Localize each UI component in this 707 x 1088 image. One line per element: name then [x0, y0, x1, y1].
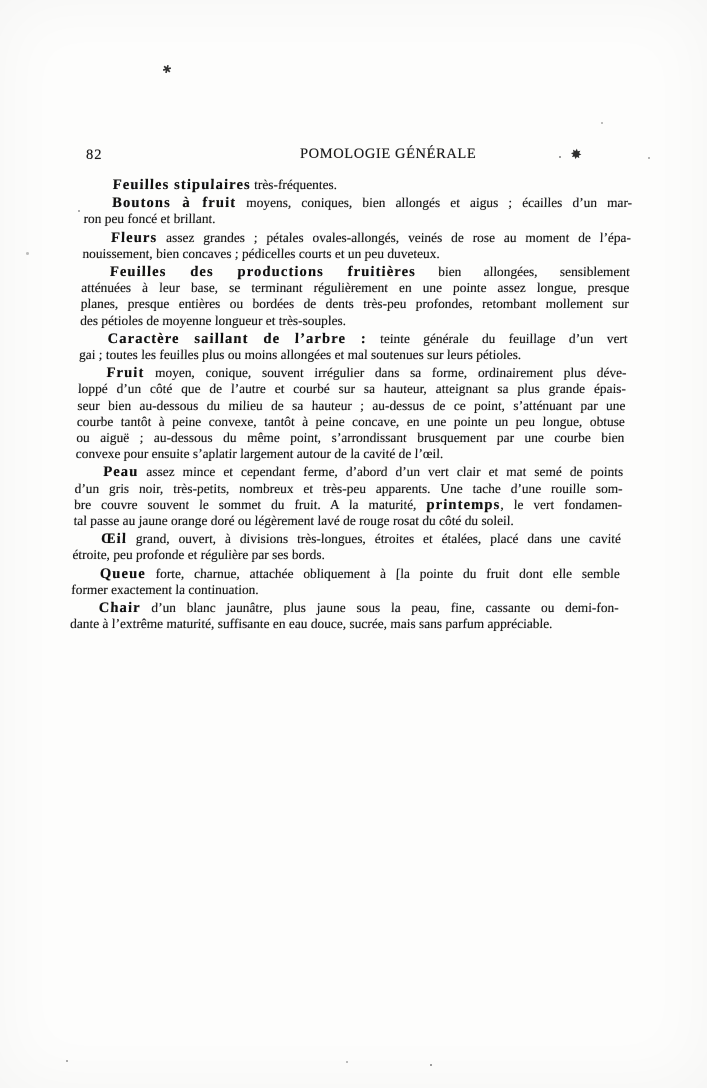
text-segment: d’un blanc jaunâtre, plus jaune sous la peau, fine, cassante ou demi-fon- [140, 600, 619, 616]
text-segment: très-fréquentes. [250, 177, 338, 192]
ink-speck [648, 157, 650, 159]
ink-speck [26, 252, 29, 255]
text-line [74, 497, 623, 513]
ink-speck [78, 210, 80, 212]
paragraph [70, 600, 619, 632]
bold-term: Fruit [106, 365, 145, 382]
paragraph [76, 365, 627, 462]
text-segment: étroite, peu profonde et régulière par ses bords. [72, 547, 326, 563]
text-segment: atténuées à leur base, se terminant régulièrement en une pointe assez longue, presque [81, 280, 630, 296]
text-line [78, 365, 627, 381]
text-segment: loppé d’un côté que de l’autre et courbé sur sa hauteur, atteignant sa plus grande épais- [77, 381, 627, 397]
ink-blot-small: ✱ [160, 63, 173, 78]
text-line [80, 313, 629, 329]
text-line [77, 398, 626, 414]
text-segment: ron peu foncé et brillant. [83, 211, 216, 227]
paragraph [83, 195, 632, 227]
ink-speck [430, 1064, 432, 1066]
bold-term: Caractère saillant de l’arbre : [107, 330, 368, 347]
paragraph [79, 331, 628, 363]
text-line [83, 230, 632, 246]
text-segment: , le vert fondamen- [500, 496, 623, 512]
bold-term: Queue [99, 565, 147, 582]
bold-term: Boutons à fruit [111, 195, 237, 212]
text-line [72, 547, 621, 563]
bold-term: Feuilles des productions fruitières [109, 264, 417, 281]
text-line [71, 582, 620, 598]
running-header [0, 146, 707, 166]
text-segment: teinte générale du feuillage d’un vert [366, 330, 628, 346]
text-segment: moyens, coniques, bien allongés et aigus ; écailles d’un mar- [235, 195, 633, 211]
text-segment: bre couvre souvent le sommet du fruit. A la maturité, [73, 496, 427, 512]
text-segment: gai ; toutes les feuilles plus ou moins allongées et mal soutenues sur leurs pétioles. [78, 347, 522, 363]
header-ornament-blot: ✸ [569, 147, 583, 164]
text-segment: planes, presque entières ou bordées de dents très-peu profondes, retombant mollement sur [80, 296, 630, 312]
paragraph [84, 177, 633, 193]
text-segment: assez mince et cependant ferme, d’abord d’un vert clair et mat semé de points [138, 464, 624, 480]
text-segment: convexe pour ensuite s’aplatir largement autour de la cavité de l’œil. [75, 446, 444, 462]
text-segment: bien allongées, sensiblement [415, 264, 631, 280]
page-number: 82 [86, 147, 103, 163]
paragraph [80, 264, 630, 329]
text-segment: courbe tantôt à peine convexe, tantôt à peine concave, en une pointe un peu longue, obtuse [76, 413, 626, 429]
ink-speck [346, 1061, 348, 1063]
text-line [76, 430, 625, 446]
text-line [82, 246, 631, 262]
paragraph [82, 230, 631, 262]
bold-term: Œil [100, 531, 128, 548]
bold-term: Feuilles stipulaires [112, 177, 252, 193]
text-line [75, 464, 624, 480]
text-line [83, 211, 632, 227]
ink-speck [66, 1060, 68, 1062]
ink-speck [559, 156, 561, 158]
text-line [76, 446, 625, 462]
text-segment: d’un gris noir, très-petits, nombreux et très-peu apparents. Une tache d’une rouille som- [74, 480, 623, 496]
text-line [79, 331, 628, 347]
text-segment: grand, ouvert, à divisions très-longues, étroites et étalées, placé dans une cavité [126, 531, 622, 547]
text-segment: moyen, conique, souvent irrégulier dans sa forme, ordinairement plus déve- [144, 365, 627, 381]
text-line [70, 600, 619, 616]
bold-term: printemps [426, 496, 501, 513]
paragraph [73, 464, 623, 529]
text-segment: former exactement la continuation. [71, 581, 259, 597]
text-line [73, 513, 622, 529]
paragraph [72, 531, 621, 563]
text-line [82, 264, 631, 280]
text-segment: des pétioles de moyenne longueur et très-souples. [80, 312, 347, 328]
text-line [73, 531, 622, 547]
text-body [70, 177, 633, 634]
text-line [84, 177, 633, 193]
text-line [79, 347, 628, 363]
text-segment: forte, charnue, attachée obliquement à [la pointe du fruit dont elle semble [145, 565, 621, 581]
text-line [81, 280, 630, 296]
paragraph [71, 566, 620, 598]
bold-term: Peau [102, 464, 139, 481]
bold-term: Fleurs [110, 229, 158, 246]
text-line [72, 566, 621, 582]
ink-speck [601, 122, 603, 124]
text-segment: tal passe au jaune orange doré ou légèrement lavé de rouge rosat du côté du soleil. [73, 513, 515, 529]
running-title: POMOLOGIE GÉNÉRALE [300, 146, 477, 162]
bold-term: Chair [98, 600, 141, 617]
text-line [78, 381, 627, 397]
text-line [84, 195, 633, 211]
text-segment: dante à l’extrême maturité, suffisante en eau douce, sucrée, mais sans parfum appréciable. [69, 616, 553, 632]
text-line [81, 296, 630, 312]
text-segment: nouissement, bien concaves ; pédicelles courts et un peu duveteux. [82, 245, 441, 261]
text-segment: assez grandes ; pétales ovales-allongés, veinés de rose au moment de l’épa- [157, 229, 632, 245]
text-line [70, 616, 619, 632]
text-line [74, 481, 623, 497]
text-segment: seur bien au-dessous du milieu de sa hauteur ; au-dessus de ce point, s’atténuant par une [77, 397, 626, 413]
text-line [77, 414, 626, 430]
text-segment: ou aiguë ; au-dessous du même point, s’arrondissant brusquement par une courbe bien [76, 430, 625, 446]
